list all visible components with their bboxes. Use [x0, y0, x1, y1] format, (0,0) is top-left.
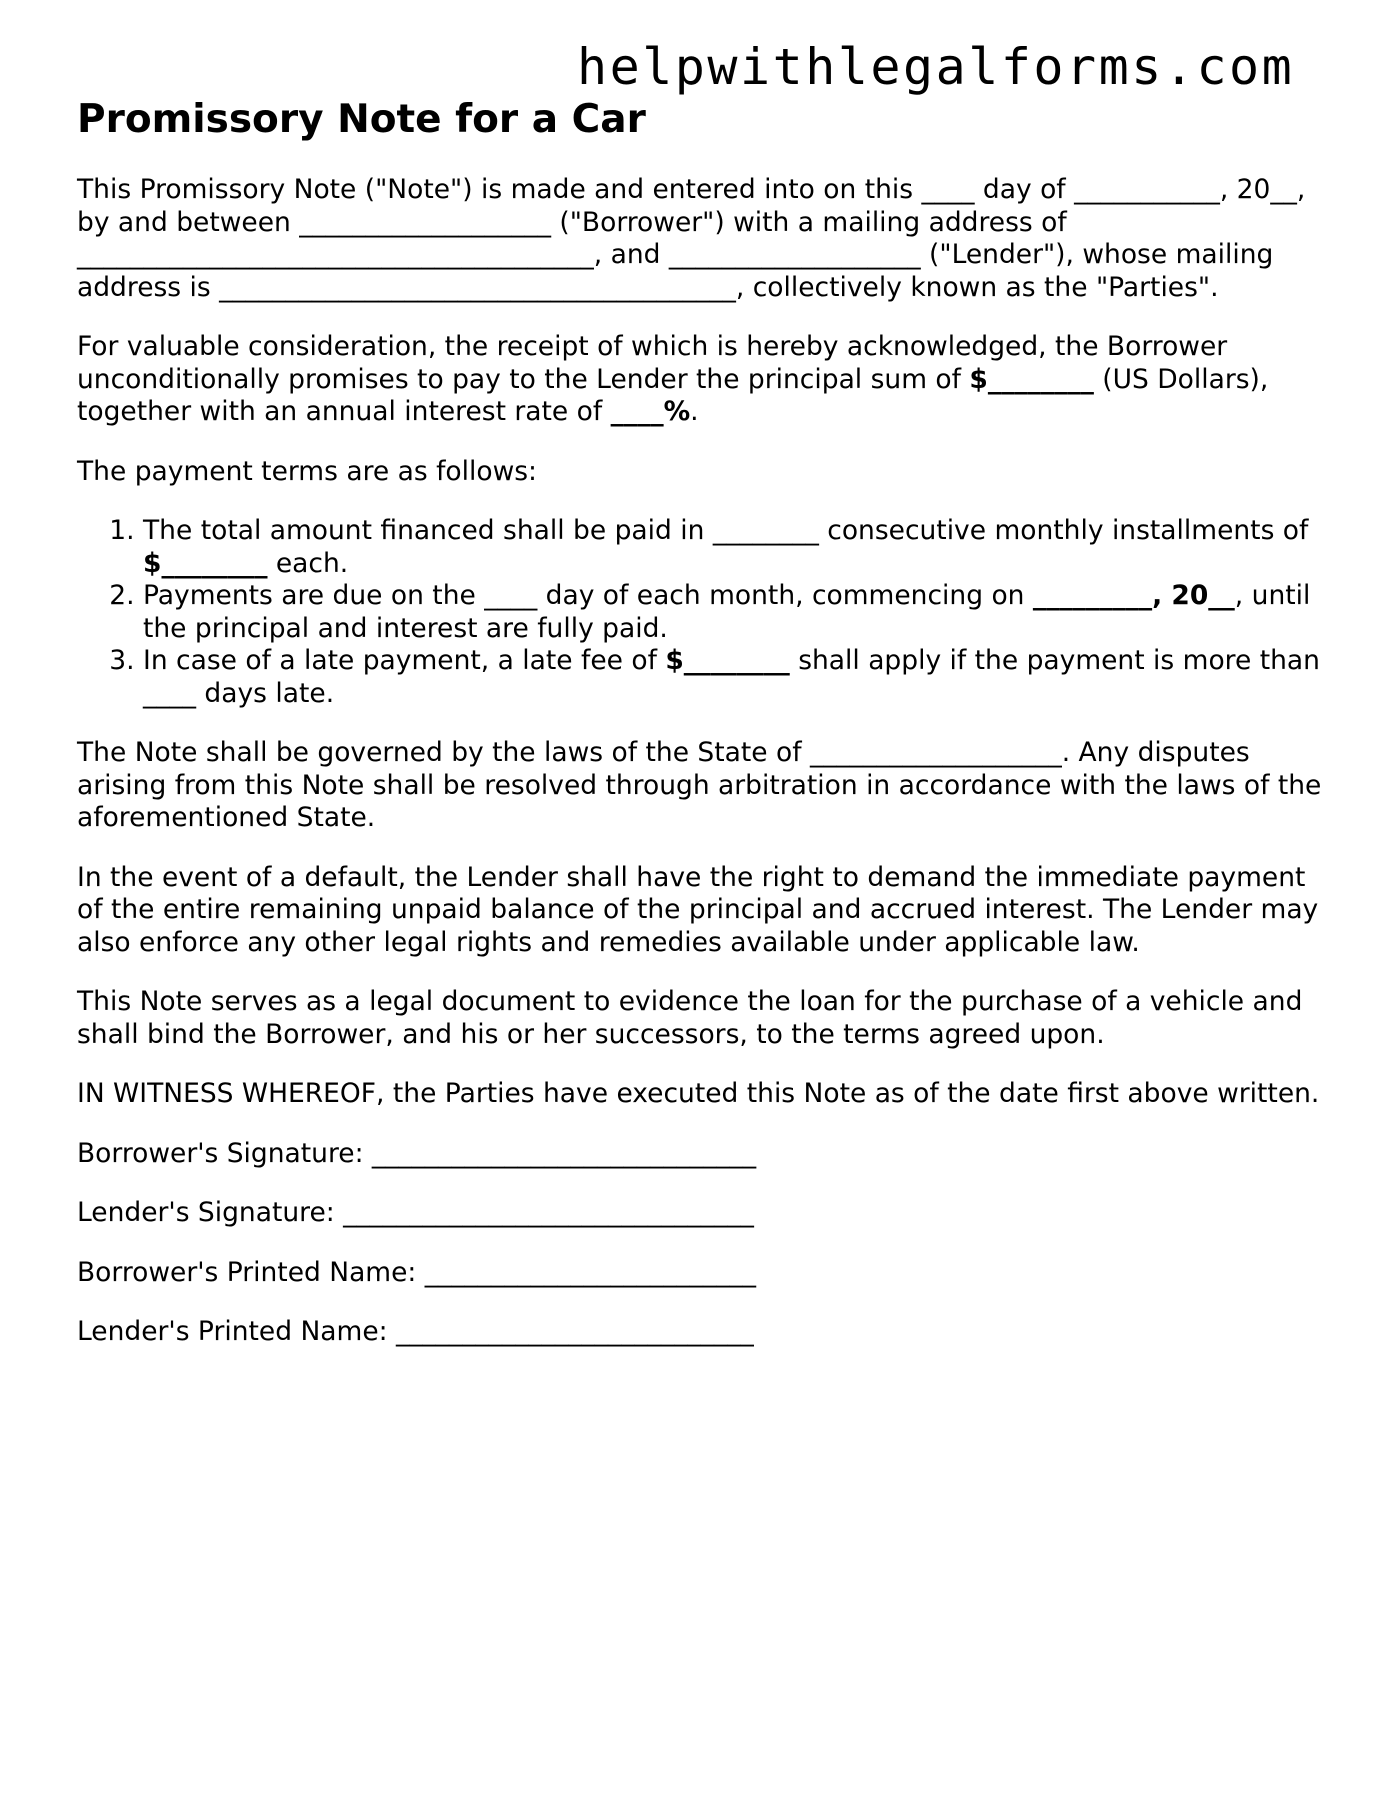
- commencement-date-blank: _________, 20__: [1032, 580, 1235, 611]
- governing-law-paragraph: The Note shall be governed by the laws of the State of ___________________. Any disputes arising from this Note shall be resolved through arbitration in accordance with the laws of the aforementioned State.: [77, 737, 1322, 833]
- consideration-text-3: .: [690, 396, 699, 427]
- consideration-text-1: For valuable consideration, the receipt of which is hereby acknowledged, the Borrower unconditionally promises to pay to the Lender the principal sum of: [77, 331, 1228, 395]
- watermark: helpwithlegalforms.com: [577, 38, 1295, 96]
- witness-paragraph: IN WITNESS WHEREOF, the Parties have executed this Note as of the date first above written.: [77, 1078, 1320, 1109]
- consideration-text-2: (US Dollars), together with an annual interest rate of: [77, 363, 1269, 427]
- lender-signature-line: Lender's Signature: _______________________________: [77, 1197, 754, 1228]
- document-body: [77, 96, 1327, 1376]
- installment-amount-blank: $________: [143, 547, 268, 579]
- list-item: 2. Payments are due on the ____ day of each month, commencing on _________, 20__, until the principal and interest are fully paid.: [143, 580, 1327, 645]
- principal-blank: $________: [969, 363, 1094, 395]
- borrower-signature-line: Borrower's Signature: _____________________________: [77, 1137, 757, 1169]
- default-paragraph: In the event of a default, the Lender shall have the right to demand the immediate payment of the entire remaining unpaid balance of the principal and accrued interest. The Lender may also enforce any other legal rights and remedies available under applicable law.: [77, 861, 1319, 958]
- late-fee-blank: $________: [665, 645, 790, 676]
- borrower-printed-name-line: Borrower's Printed Name: _________________________: [77, 1256, 757, 1288]
- consideration-paragraph: [77, 331, 1327, 429]
- lender-printed-name-line: Lender's Printed Name: ___________________________: [77, 1316, 754, 1347]
- list-item: 3. In case of a late payment, a late fee of $________ shall apply if the payment is more than ____ days late.: [143, 645, 1327, 710]
- intro-paragraph: This Promissory Note ("Note") is made and entered into on this ____ day of ___________, 20__, by and between ___________________ ("Borrower") with a mailing address of _______________________________________, and ___________________ ("Lender"), whose mailing address is _______________________________________, collectively known as the "Parties".: [77, 174, 1306, 303]
- payment-terms-list: [77, 515, 1327, 710]
- document-title: Promissory Note for a Car: [77, 97, 646, 142]
- interest-rate-blank: ____%: [610, 396, 691, 427]
- list-item: 1. The total amount financed shall be paid in ________ consecutive monthly installments of $________ each.: [143, 515, 1327, 580]
- binding-paragraph: This Note serves as a legal document to evidence the loan for the purchase of a vehicle and shall bind the Borrower, and his or her successors, to the terms agreed upon.: [77, 986, 1303, 1050]
- payment-terms-intro: The payment terms are as follows:: [77, 455, 537, 487]
